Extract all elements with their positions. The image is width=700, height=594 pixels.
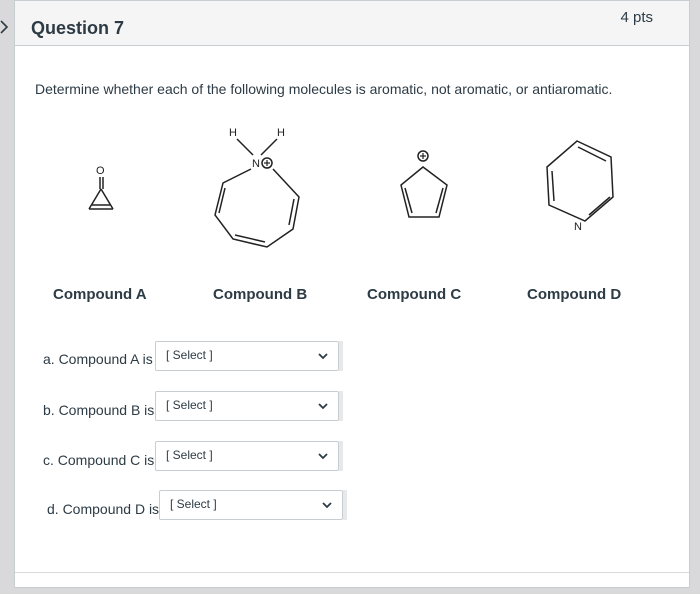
molecule-figures (15, 111, 691, 281)
answer-a-label: a. Compound A is (43, 351, 153, 367)
question-title: Question 7 (31, 18, 125, 38)
compound-d-structure (547, 141, 613, 233)
compound-d-label: Compound D (527, 286, 622, 303)
compound-a-structure (89, 165, 113, 209)
question-header (15, 1, 689, 46)
panel-divider (15, 572, 689, 573)
compound-c-label: Compound C (367, 286, 462, 303)
answer-b-placeholder: [ Select ] (166, 398, 213, 412)
chevron-down-icon (318, 401, 328, 411)
collapse-arrow-icon[interactable] (0, 20, 10, 34)
answer-b-label: b. Compound B is (43, 402, 155, 418)
answer-a-select-edge (339, 341, 343, 371)
answer-d-label: d. Compound D is (47, 501, 160, 517)
answer-c-select-edge (339, 441, 343, 471)
answer-d-select-edge (343, 490, 347, 520)
answer-b-select-edge (339, 391, 343, 421)
question-panel (14, 0, 690, 588)
chevron-down-icon (318, 351, 328, 361)
compound-b-h2: H (277, 127, 285, 139)
chevron-down-icon (318, 451, 328, 461)
compound-b-structure (215, 127, 299, 247)
question-prompt: Determine whether each of the following molecules is aromatic, not aromatic, or antiaromatic. (35, 81, 613, 97)
answer-c-placeholder: [ Select ] (166, 448, 213, 462)
answer-a-select[interactable] (155, 341, 339, 371)
answer-c-select[interactable] (155, 441, 339, 471)
chevron-down-icon (322, 500, 332, 510)
compound-b-h1: H (229, 127, 237, 139)
compound-b-nitrogen: N (252, 158, 260, 170)
answer-a-placeholder: [ Select ] (166, 348, 213, 362)
answer-d-select[interactable] (159, 490, 343, 520)
answer-c-label: c. Compound C is (43, 452, 155, 468)
answer-d-placeholder: [ Select ] (170, 497, 217, 511)
compound-c-structure (401, 151, 447, 217)
compound-a-oxygen: O (96, 165, 105, 177)
compound-a-label: Compound A (53, 286, 147, 303)
compound-b-label: Compound B (213, 286, 308, 303)
answer-b-select[interactable] (155, 391, 339, 421)
question-points: 4 pts (620, 9, 653, 26)
compound-d-nitrogen: N (574, 221, 582, 233)
